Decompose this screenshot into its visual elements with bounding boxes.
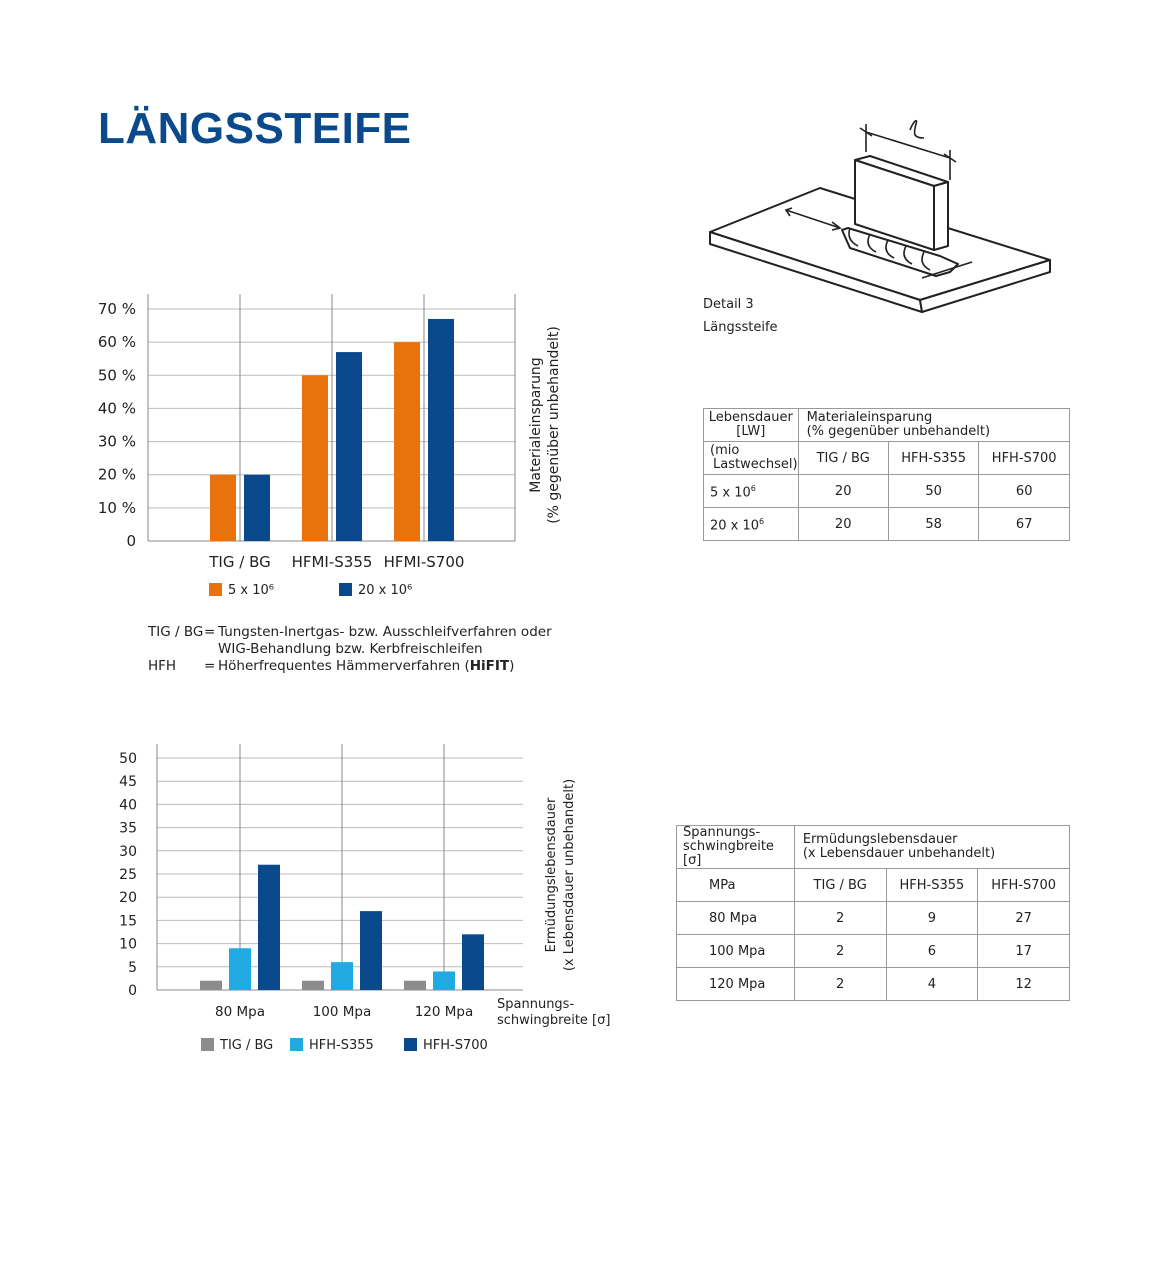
table-row: [677, 902, 1070, 935]
y-tick-label: 50 %: [97, 366, 136, 385]
y-tick-label: 35: [119, 820, 137, 837]
bar: [258, 865, 280, 990]
y-axis-label: Ermüdungslebensdauer: [544, 797, 559, 953]
y-tick-label: 60 %: [97, 333, 136, 352]
legend-label: 5 x 10⁶: [228, 583, 274, 598]
table-row: [677, 968, 1070, 1001]
note-hfh-key: HFH: [148, 658, 177, 674]
y-tick-label: 30 %: [97, 432, 136, 451]
fatigue-life-table: [676, 825, 1070, 1001]
t2-cell: 2: [794, 935, 886, 968]
t2-cell: 27: [978, 902, 1070, 935]
y-tick-label: 10 %: [97, 498, 136, 517]
legend-swatch: [404, 1038, 417, 1051]
t1-col-s355: HFH-S355: [888, 442, 979, 475]
y-tick-label: 50: [119, 751, 137, 767]
x-tick-label: HFMI-S700: [383, 553, 465, 571]
longitudinal-stiffener-drawing: [700, 110, 1060, 320]
table-row: [677, 935, 1070, 968]
note-tig-line2: WIG-Behandlung bzw. Kerbfreischleifen: [218, 641, 483, 657]
note-hfh-eq: =: [204, 658, 216, 674]
t2-col-tig: TIG / BG: [794, 869, 886, 902]
y-tick-label: 10: [119, 936, 137, 953]
note-hfh-brand: HiFIT: [469, 658, 510, 674]
bar: [404, 981, 426, 990]
t2-cell: 17: [978, 935, 1070, 968]
x-tick-label: TIG / BG: [209, 553, 271, 571]
bar: [433, 971, 455, 990]
t1-cell: 50: [888, 475, 979, 508]
y-tick-label: 45: [119, 774, 137, 791]
t2-row-label: 120 Mpa: [677, 968, 795, 1001]
t1-row-label: 20 x $10^6$: [704, 508, 799, 541]
bar: [331, 962, 353, 990]
note-tig-eq: =: [204, 624, 216, 640]
detail-caption-title: Längssteife: [703, 320, 778, 335]
t2-header-range: Spannungs- schwingbreite [σ]: [677, 826, 795, 869]
note-hfh-text: Höherfrequentes Hämmerverfahren (HiFIT): [218, 658, 515, 674]
material-saving-table: [703, 408, 1070, 541]
note-tig-line1: Tungsten-Inertgas- bzw. Ausschleifverfahren oder: [218, 624, 552, 640]
x-axis-label: Spannungs-: [497, 997, 575, 1012]
y-tick-label: 40 %: [97, 399, 136, 418]
t1-cell: 67: [979, 508, 1070, 541]
legend-swatch: [201, 1038, 214, 1051]
y-tick-label: 30: [119, 843, 137, 860]
page-title: LÄNGSSTEIFE: [98, 104, 412, 153]
t1-header-saving: Materialeinsparung (% gegenüber unbehandelt): [798, 409, 1069, 442]
y-tick-label: 70 %: [97, 300, 136, 318]
legend-label: 20 x 10⁶: [358, 583, 413, 598]
bar: [302, 981, 324, 990]
t1-col-s700: HFH-S700: [979, 442, 1070, 475]
y-tick-label: 0: [128, 983, 137, 999]
t2-col-s700: HFH-S700: [978, 869, 1070, 902]
t2-cell: 6: [886, 935, 978, 968]
bar: [462, 934, 484, 990]
t2-cell: 4: [886, 968, 978, 1001]
t1-cell: 60: [979, 475, 1070, 508]
t1-cell: 20: [798, 508, 888, 541]
t1-cell: 20: [798, 475, 888, 508]
detail-caption-number: Detail 3: [703, 297, 754, 312]
y-tick-label: 20 %: [97, 465, 136, 484]
y-axis-label-sub: (x Lebensdauer unbehandelt): [562, 778, 577, 972]
t1-row-label: 5 x $10^6$: [704, 475, 799, 508]
t2-cell: 2: [794, 902, 886, 935]
t1-header-unit: (mio Lastwechsel): [704, 442, 799, 475]
x-tick-label: HFMI-S355: [291, 553, 373, 571]
x-tick-label: 120 Mpa: [414, 1004, 474, 1020]
x-axis-label-sub: schwingbreite [σ]: [497, 1013, 611, 1028]
y-tick-label: 40: [119, 797, 137, 814]
x-tick-label: 100 Mpa: [312, 1004, 372, 1020]
t2-row-label: 80 Mpa: [677, 902, 795, 935]
y-axis-label-sub: (% gegenüber unbehandelt): [546, 326, 562, 524]
y-tick-label: 20: [119, 890, 137, 907]
bar: [229, 948, 251, 990]
t1-cell: 58: [888, 508, 979, 541]
legend-label: HFH-S355: [309, 1038, 374, 1053]
y-tick-label: 0: [126, 532, 136, 550]
fatigue-life-chart: [0, 0, 640, 1080]
bar: [200, 981, 222, 990]
x-tick-label: 80 Mpa: [215, 1004, 265, 1020]
bar: [360, 911, 382, 990]
t2-cell: 9: [886, 902, 978, 935]
legend-swatch: [290, 1038, 303, 1051]
t1-col-tig: TIG / BG: [798, 442, 888, 475]
legend-label: HFH-S700: [423, 1038, 488, 1053]
y-tick-label: 5: [128, 959, 137, 976]
note-tig-key: TIG / BG: [148, 624, 204, 640]
legend-label: TIG / BG: [220, 1038, 274, 1053]
t2-cell: 12: [978, 968, 1070, 1001]
t2-header-life: Ermüdungslebensdauer (x Lebensdauer unbehandelt): [794, 826, 1069, 869]
t2-header-unit: MPa: [677, 869, 795, 902]
y-axis-label: Materialeinsparung: [528, 357, 544, 493]
y-tick-label: 25: [119, 867, 137, 883]
table-row: [704, 475, 1070, 508]
t1-header-life: Lebensdauer [LW]: [704, 409, 799, 442]
t2-cell: 2: [794, 968, 886, 1001]
table-row: [704, 508, 1070, 541]
t2-row-label: 100 Mpa: [677, 935, 795, 968]
y-tick-label: 15: [119, 913, 137, 930]
t2-col-s355: HFH-S355: [886, 869, 978, 902]
